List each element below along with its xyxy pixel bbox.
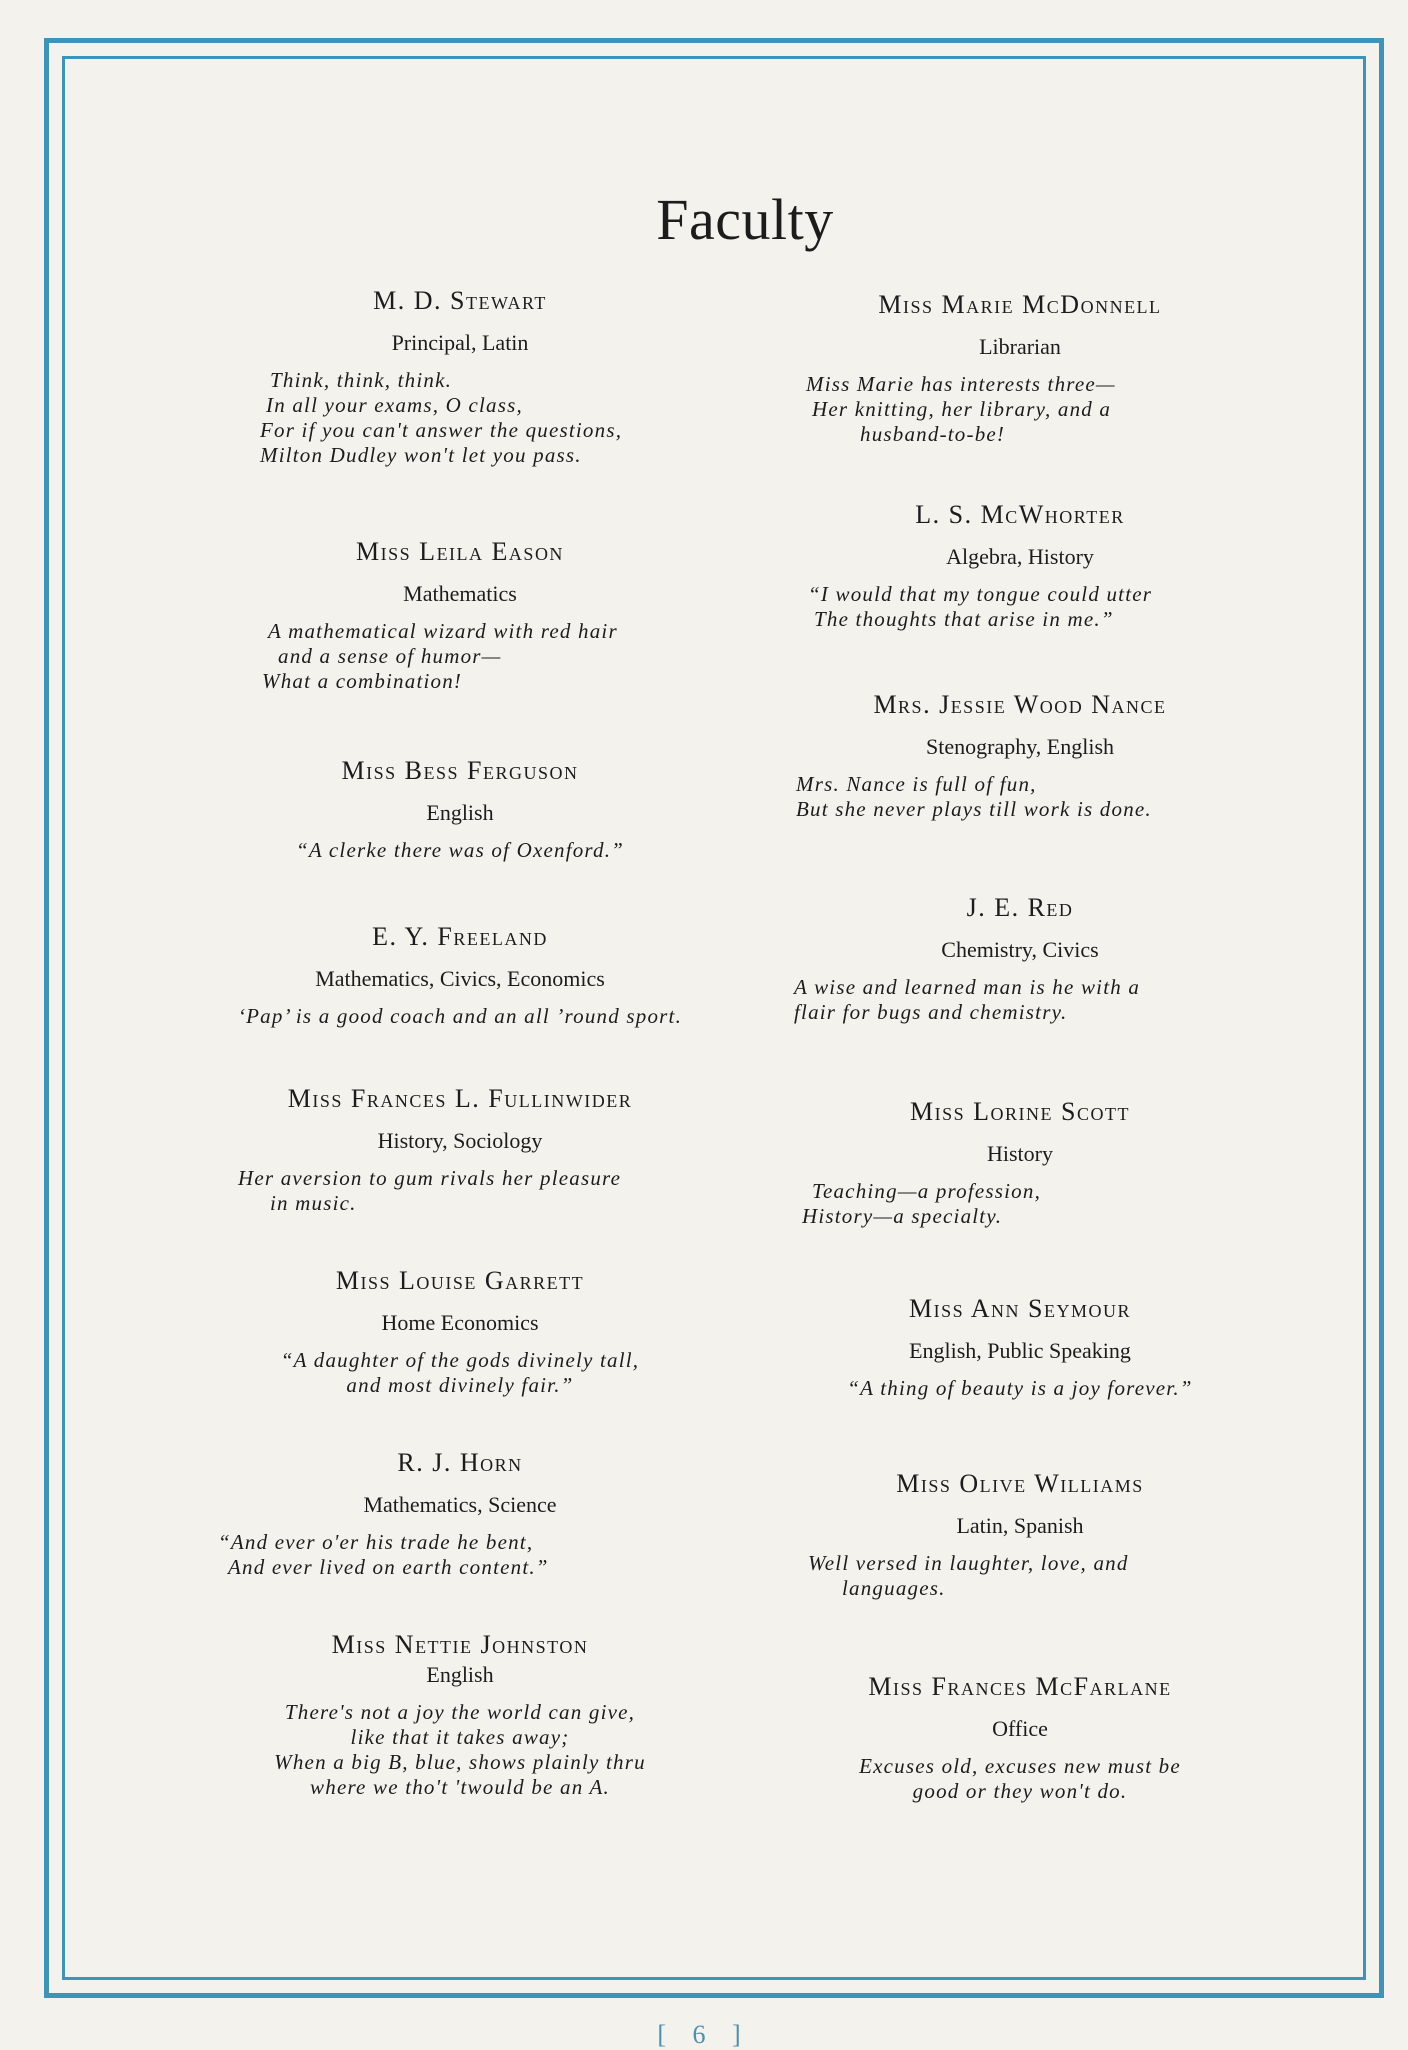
faculty-name: M. D. Stewart [373,286,547,315]
faculty-name: L. S. McWhorter [915,500,1125,529]
quote-line: and most divinely fair.” [346,1373,574,1397]
faculty-subject: History, Sociology [377,1128,543,1153]
quote-line: When a big B, blue, shows plainly thru [274,1750,646,1774]
faculty-quote [200,1530,720,1580]
quote-line: What a combination! [262,669,463,693]
faculty-name: Miss Bess Ferguson [341,756,579,785]
quote-line: Mrs. Nance is full of fun, [796,772,1037,796]
quote-line: For if you can't answer the questions, [260,418,623,442]
quote-line: History—a specialty. [802,1204,1003,1228]
faculty-entry [760,1294,1280,1401]
faculty-entry [200,1630,720,1800]
quote-line: languages. [842,1576,946,1600]
quote-line: in music. [270,1191,357,1215]
faculty-quote [760,975,1280,1025]
faculty-subject: Mathematics, Civics, Economics [315,966,605,991]
quote-line: where we tho't 'twould be an A. [310,1775,610,1799]
quote-line: “A daughter of the gods divinely tall, [280,1348,640,1372]
faculty-subject: Stenography, English [926,734,1114,759]
faculty-entry [200,922,720,1029]
faculty-entry [760,290,1280,447]
quote-line: There's not a joy the world can give, [284,1700,636,1724]
page-number: [ 6 ] [657,2020,751,2049]
faculty-subject: Algebra, History [946,544,1094,569]
faculty-entry [760,1097,1280,1229]
faculty-name: R. J. Horn [397,1448,523,1477]
quote-line: A mathematical wizard with red hair [268,619,618,643]
faculty-subject: English [426,800,494,825]
faculty-quote [760,772,1280,822]
faculty-entry [200,1084,720,1216]
quote-line: Miss Marie has interests three— [806,372,1116,396]
faculty-entry [200,1266,720,1398]
faculty-quote [760,1179,1280,1229]
quote-line: good or they won't do. [912,1779,1128,1803]
faculty-quote [200,838,720,863]
faculty-subject: English, Public Speaking [909,1338,1131,1363]
faculty-quote [200,368,720,468]
faculty-subject: English [426,1662,494,1687]
faculty-quote [200,619,720,694]
faculty-name: J. E. Red [966,893,1074,922]
faculty-name: Miss Frances L. Fullinwider [287,1084,633,1113]
faculty-quote [760,372,1280,447]
faculty-subject: Latin, Spanish [956,1513,1084,1538]
quote-line: ‘Pap’ is a good coach and an all ’round sport. [237,1004,683,1028]
faculty-entry [760,690,1280,822]
quote-line: Well versed in laughter, love, and [808,1551,1129,1575]
faculty-subject: Home Economics [381,1310,539,1335]
quote-line: In all your exams, O class, [266,393,523,417]
faculty-entry [200,1448,720,1580]
page-title: Faculty [656,187,834,252]
faculty-quote [200,1004,720,1029]
faculty-quote [200,1166,720,1216]
quote-line: The thoughts that arise in me.” [814,607,1114,631]
faculty-quote [760,1376,1280,1401]
faculty-subject: Mathematics [403,581,517,606]
faculty-name: Miss Leila Eason [356,537,564,566]
faculty-entry [200,756,720,863]
quote-line: “A clerke there was of Oxenford.” [295,838,625,862]
quote-line: A wise and learned man is he with a [794,975,1141,999]
quote-line: like that it takes away; [350,1725,570,1749]
quote-line: flair for bugs and chemistry. [794,1000,1068,1024]
faculty-quote [760,582,1280,632]
faculty-subject: Office [992,1716,1048,1741]
quote-line: and a sense of humor— [278,644,502,668]
faculty-subject: Librarian [979,334,1061,359]
faculty-entry [200,286,720,468]
faculty-entry [760,1469,1280,1601]
quote-line: “And ever o'er his trade he bent, [218,1530,534,1554]
quote-line: Her aversion to gum rivals her pleasure [238,1166,622,1190]
quote-line: Milton Dudley won't let you pass. [260,443,582,467]
faculty-name: Miss Ann Seymour [909,1294,1131,1323]
quote-line: And ever lived on earth content.” [228,1555,549,1579]
faculty-subject: Mathematics, Science [363,1492,557,1517]
quote-line: But she never plays till work is done. [796,797,1152,821]
faculty-name: Miss Frances McFarlane [868,1672,1172,1701]
faculty-name: Mrs. Jessie Wood Nance [873,690,1167,719]
faculty-name: Miss Olive Williams [896,1469,1144,1498]
quote-line: Her knitting, her library, and a [812,397,1112,421]
faculty-subject: Principal, Latin [391,330,529,355]
quote-line: Think, think, think. [270,368,453,392]
faculty-subject: Chemistry, Civics [941,937,1099,962]
quote-line: “I would that my tongue could utter [808,582,1153,606]
faculty-name: Miss Nettie Johnston [331,1630,589,1659]
quote-line: Teaching—a profession, [812,1179,1042,1203]
quote-line: “A thing of beauty is a joy forever.” [847,1376,1193,1400]
faculty-name: Miss Louise Garrett [335,1266,585,1295]
faculty-quote [200,1348,720,1398]
faculty-entry [760,893,1280,1025]
faculty-entry [760,500,1280,632]
faculty-quote [760,1551,1280,1601]
faculty-quote [760,1754,1280,1804]
faculty-entry [760,1672,1280,1804]
faculty-name: Miss Lorine Scott [910,1097,1130,1126]
quote-line: Excuses old, excuses new must be [859,1754,1181,1778]
faculty-name: Miss Marie McDonnell [878,290,1162,319]
quote-line: husband-to-be! [860,422,1006,446]
faculty-entry [200,537,720,694]
faculty-subject: History [987,1141,1053,1166]
faculty-name: E. Y. Freeland [372,922,548,951]
faculty-quote [200,1700,720,1800]
